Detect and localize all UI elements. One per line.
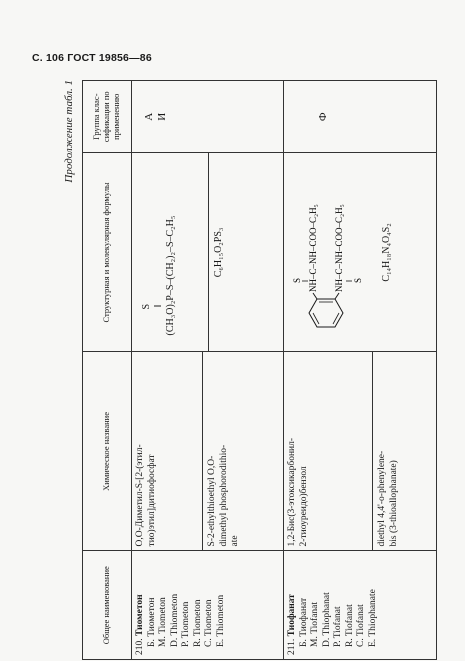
entry-name: Тиофанат bbox=[287, 594, 297, 637]
name-variant: C. Tiometon bbox=[204, 599, 215, 647]
chemical-name-en: ate bbox=[230, 535, 241, 547]
name-variant: Б. Тиометон bbox=[146, 597, 157, 647]
pesticide-table bbox=[82, 80, 437, 660]
formula-cell bbox=[284, 153, 437, 352]
chemical-name-en: dimethyl phosphorodithio- bbox=[218, 444, 229, 547]
name-variant: D. Thiophanat bbox=[321, 592, 332, 647]
table-row bbox=[284, 81, 437, 660]
benzene-ring bbox=[309, 299, 343, 327]
chemical-name-en: diethyl 4,4'-o-phenylene- bbox=[377, 450, 388, 547]
page-header: С. 106 ГОСТ 19856—86 bbox=[32, 52, 152, 64]
column-header: Общее наименование bbox=[83, 551, 132, 660]
entry-name: Тиометон bbox=[135, 594, 145, 636]
chemical-name-cell bbox=[132, 352, 284, 551]
chemical-name-en: bis (3-thioallophanate) bbox=[388, 460, 399, 547]
chemical-name-ru: 1,2-Бис(3-этоксикарбонил- bbox=[287, 437, 297, 547]
chemical-name-ru: тио)этил]дитиофосфат bbox=[146, 454, 157, 547]
group-code: Ф bbox=[317, 112, 329, 122]
common-name-cell bbox=[284, 551, 437, 660]
chemical-name-cell bbox=[284, 352, 437, 551]
name-variant: М. Tiofanat bbox=[310, 601, 321, 647]
name-variant: C. Tiofanat bbox=[356, 604, 367, 647]
group-cell bbox=[132, 81, 284, 153]
group-code: И bbox=[156, 112, 169, 121]
group-cell bbox=[284, 81, 437, 153]
name-variant: М. Tiometon bbox=[158, 597, 169, 647]
molecular-formula: C₆H₁₅O₂PS₃ bbox=[212, 227, 224, 278]
sulfur-bottom: S bbox=[353, 278, 363, 284]
column-header: Структурная и молекулярная формулы bbox=[83, 153, 132, 352]
rotated-table-page bbox=[60, 80, 445, 660]
entry-number: 211. bbox=[287, 638, 297, 655]
chemical-name-ru: О,О-Диметил-S-[2-(этил- bbox=[135, 444, 145, 547]
name-variant: P. Tiometon bbox=[181, 601, 192, 647]
continuation-label: Продолжение табл. 1 bbox=[63, 80, 75, 183]
formula-cell: S ‖ (CH₃O)₂P–S–(CH₂)₂–S–C₂H₅ C₆H₁₅O₂PS₃ bbox=[132, 153, 284, 352]
name-variant: P. Tiofanat bbox=[333, 606, 344, 647]
common-name-cell bbox=[132, 551, 284, 660]
table-header-row bbox=[83, 81, 132, 660]
sulfur-top: S bbox=[292, 278, 302, 284]
structural-formula: (CH₃O)₂P–S–(CH₂)₂–S–C₂H₅ bbox=[165, 215, 177, 336]
name-variant: R. Tiometon bbox=[192, 599, 203, 647]
name-variant: R. Tiofanat bbox=[344, 604, 355, 647]
group-code: А bbox=[143, 112, 155, 121]
lower-branch: NH–C–NH–COO–C₂H₅ bbox=[334, 204, 344, 293]
benzene-ring-structure bbox=[291, 192, 371, 347]
name-variant: D. Thiometon bbox=[169, 593, 180, 647]
upper-branch: NH–C–NH–COO–C₂H₅ bbox=[308, 204, 318, 293]
svg-text:‖: ‖ bbox=[301, 280, 310, 283]
table-row bbox=[132, 81, 284, 660]
column-header: Группа классификации по применению bbox=[83, 81, 132, 153]
svg-text:‖: ‖ bbox=[345, 280, 354, 283]
chemical-name-ru: 2-тиоуреидо)бензол bbox=[298, 466, 309, 547]
name-variant: E. Thiometon bbox=[216, 594, 227, 647]
molecular-formula: C₁₄H₁₈N₄O₄S₂ bbox=[381, 223, 392, 282]
column-header: Химическое название bbox=[83, 352, 132, 551]
formula-sulfur: S bbox=[141, 303, 152, 310]
name-variant: E. Thiophanate bbox=[368, 589, 379, 647]
name-variant: Б. Тиофанат bbox=[298, 597, 309, 647]
chemical-name-en: S-2-ethylthioethyl O,O- bbox=[207, 455, 218, 547]
entry-number: 210. bbox=[135, 638, 145, 655]
